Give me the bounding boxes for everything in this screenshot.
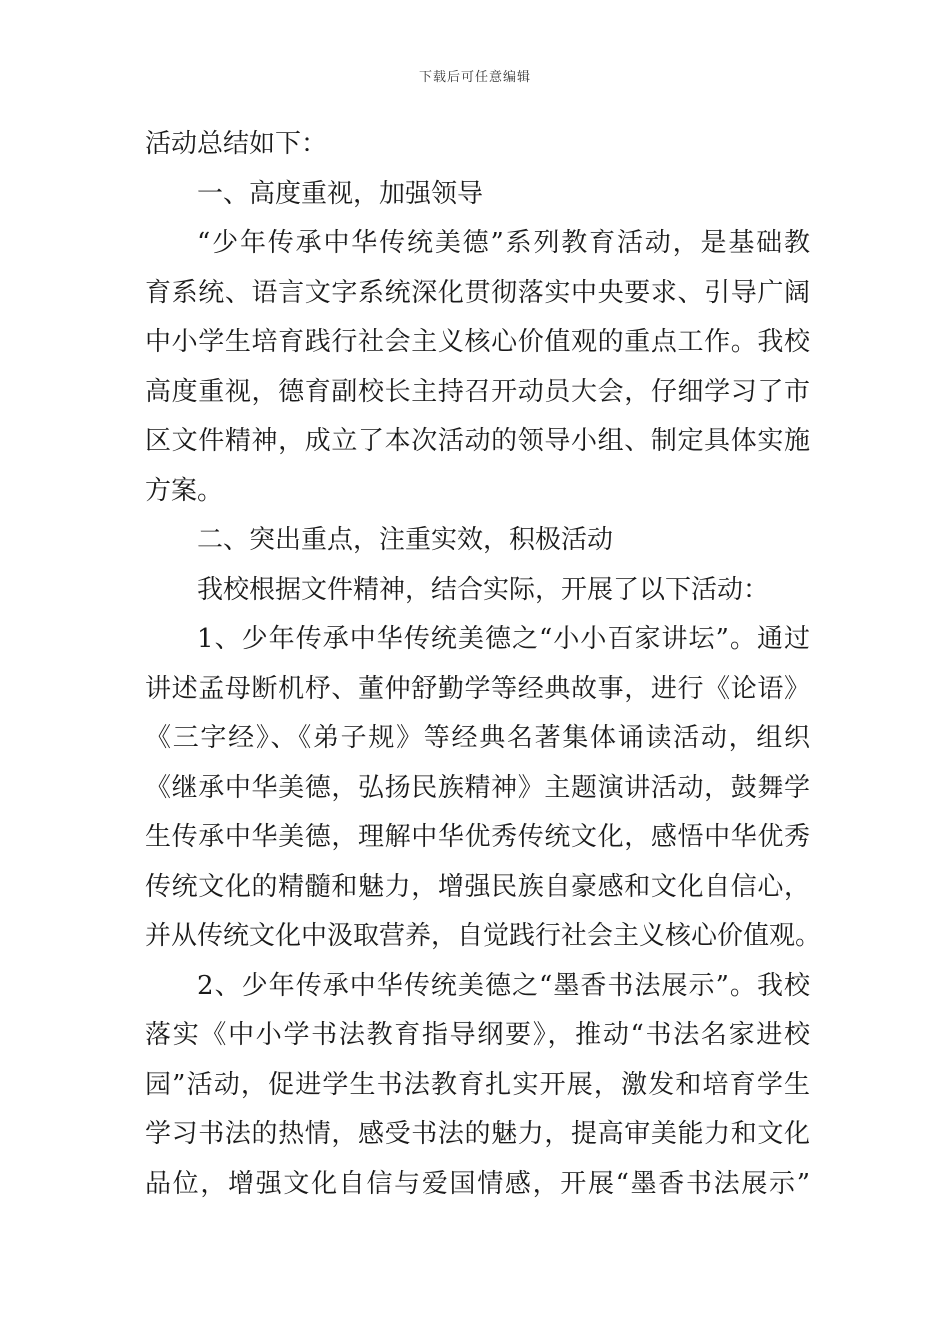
text-line: 生传承中华美德，理解中华优秀传统文化，感悟中华优秀 [145, 822, 810, 852]
text-line: 品位，增强文化自信与爱国情感，开展“墨香书法展示” [145, 1168, 810, 1199]
text-line: 《继承中华美德，弘扬民族精神》主题演讲活动，鼓舞学 [145, 772, 810, 803]
text-line: 讲述孟母断机杼、董仲舒勤学等经典故事，进行《论语》 [145, 673, 810, 704]
text-line: 落实《中小学书法教育指导纲要》，推动“书法名家进校 [145, 1020, 810, 1050]
text-line: 2、少年传承中华传统美德之“墨香书法展示”。我校 [197, 970, 810, 1001]
text-line: 高度重视，德育副校长主持召开动员大会，仔细学习了市 [145, 376, 810, 407]
text-line: 并从传统文化中汲取营养，自觉践行社会主义核心价值观。 [145, 921, 822, 951]
text-line: 区文件精神，成立了本次活动的领导小组、制定具体实施 [145, 426, 810, 456]
text-line: 一、高度重视，加强领导 [197, 178, 484, 209]
text-line: 1、少年传承中华传统美德之“小小百家讲坛”。通过 [197, 624, 810, 654]
text-line: 活动总结如下： [145, 129, 328, 159]
text-line: 学习书法的热情，感受书法的魅力，提高审美能力和文化 [145, 1119, 810, 1149]
text-line: “少年传承中华传统美德”系列教育活动，是基础教 [197, 228, 810, 258]
text-line: 《三字经》、《弟子规》等经典名著集体诵读活动，组织 [145, 723, 810, 753]
text-line: 育系统、语言文字系统深化贯彻落实中央要求、引导广阔 [145, 277, 810, 308]
text-line: 园”活动，促进学生书法教育扎实开展，激发和培育学生 [145, 1069, 810, 1100]
document-body [145, 120, 822, 1209]
text-line: 中小学生培育践行社会主义核心价值观的重点工作。我校 [145, 327, 810, 357]
header-note: 下载后可任意编辑 [418, 70, 531, 85]
text-line: 传统文化的精髓和魅力，增强民族自豪感和文化自信心， [145, 871, 810, 902]
text-line: 方案。 [145, 475, 224, 506]
text-line: 二、突出重点，注重实效，积极活动 [197, 525, 614, 555]
text-line: 我校根据文件精神，结合实际，开展了以下活动： [197, 574, 770, 605]
